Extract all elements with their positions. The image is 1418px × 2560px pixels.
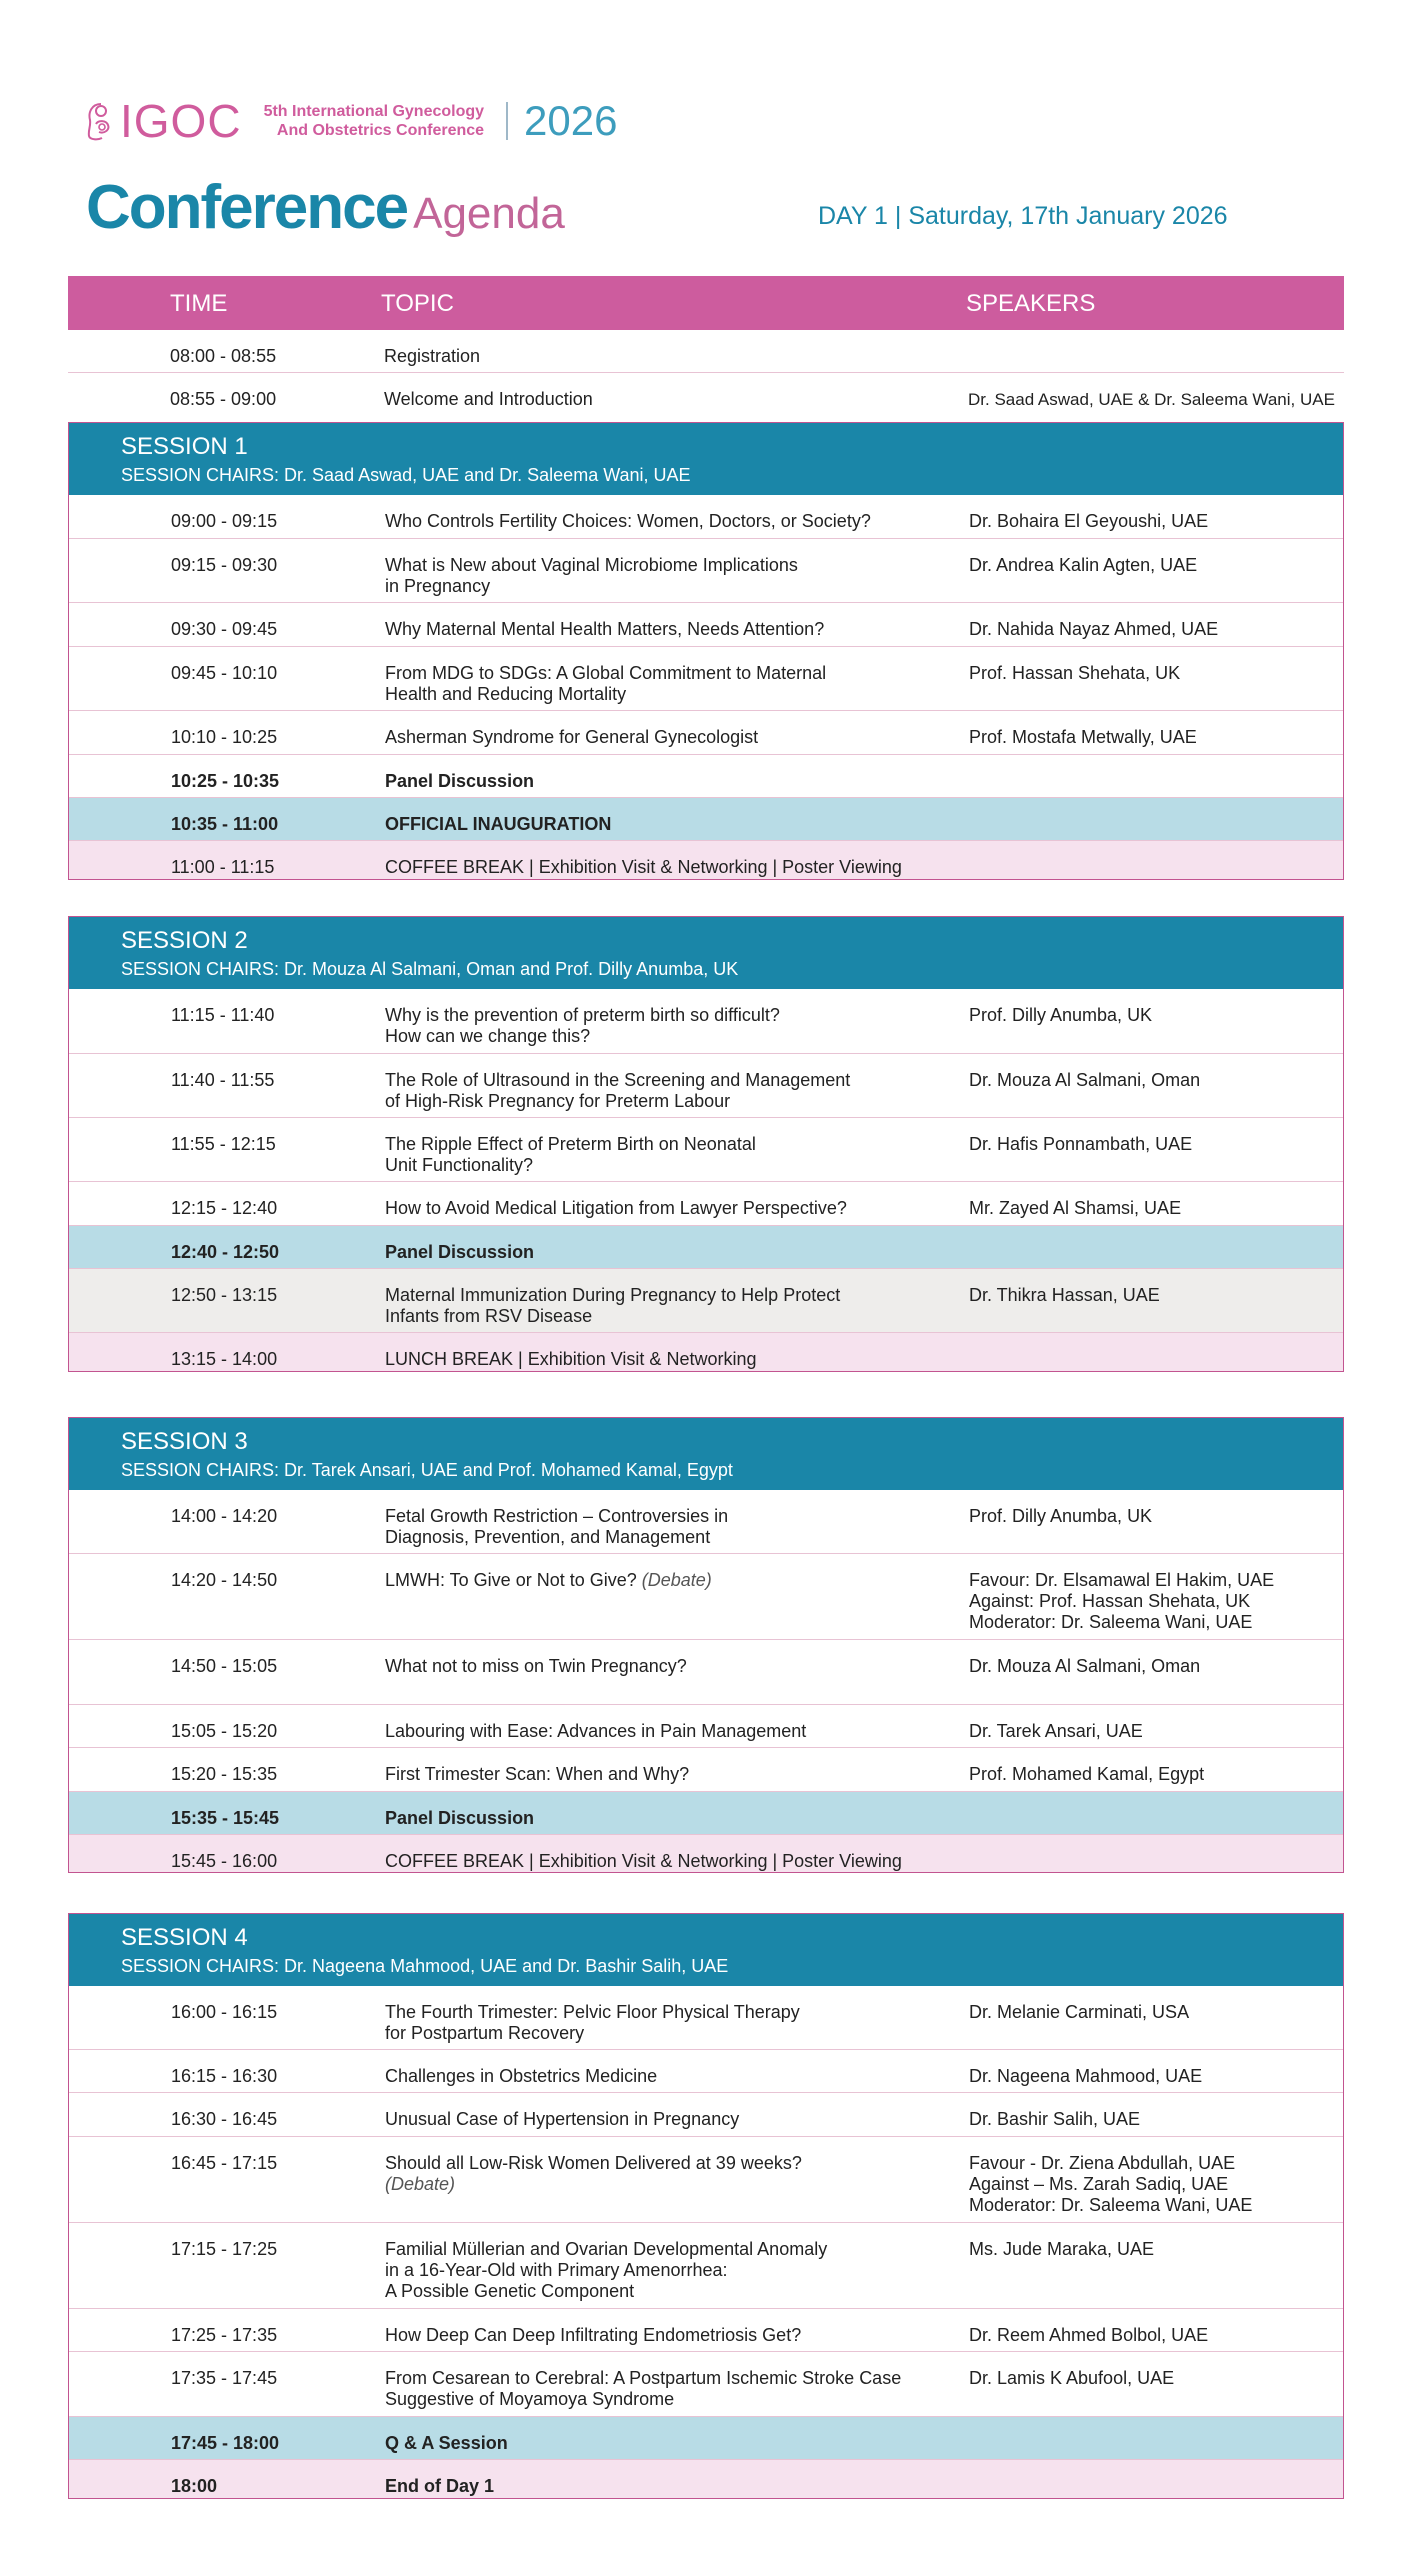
table-row — [69, 495, 1343, 539]
row-topic: Welcome and Introduction — [384, 389, 593, 409]
row-time: 18:00 — [171, 2476, 218, 2496]
row-topic: Panel Discussion — [385, 1242, 535, 1262]
debate-note: (Debate) — [385, 2174, 456, 2194]
row-speakers: Dr. Bashir Salih, UAE — [969, 2109, 1141, 2129]
table-row — [69, 1182, 1343, 1226]
row-speakers: Ms. Jude Maraka, UAE — [969, 2239, 1155, 2259]
row-time: 14:20 - 14:50 — [171, 1570, 278, 1590]
table-row — [69, 2352, 1343, 2417]
row-topic: How Deep Can Deep Infiltrating Endometriosis Get? — [385, 2325, 802, 2345]
row-time: 11:00 - 11:15 — [171, 857, 275, 877]
table-row — [69, 1490, 1343, 1554]
row-topic: Panel Discussion — [385, 1808, 535, 1828]
page-title — [86, 172, 565, 243]
table-row — [69, 1554, 1343, 1640]
table-row — [69, 1705, 1343, 1748]
session-header — [69, 917, 1343, 989]
logo-wordmark: IGOC — [120, 95, 242, 147]
table-row — [69, 539, 1343, 603]
row-speakers: Dr. Bohaira El Geyoushi, UAE — [969, 511, 1209, 531]
row-speakers: Favour: Dr. Elsamawal El Hakim, UAE Against: Prof. Hassan Shehata, UK Moderator: Dr. Saleema Wani, UAE — [969, 1570, 1275, 1632]
row-topic: Panel Discussion — [385, 771, 535, 791]
table-row — [69, 1269, 1343, 1333]
logo-divider — [506, 102, 508, 140]
row-time: 10:35 - 11:00 — [171, 814, 279, 834]
debate-note: (Debate) — [641, 1570, 712, 1590]
row-speakers: Dr. Mouza Al Salmani, Oman — [969, 1656, 1201, 1676]
column-speakers: SPEAKERS — [966, 290, 1096, 317]
row-time: 08:55 - 09:00 — [170, 389, 277, 409]
table-row — [69, 2223, 1343, 2309]
table-row-panel — [69, 1792, 1343, 1835]
table-row-break — [69, 841, 1343, 879]
row-topic: LUNCH BREAK | Exhibition Visit & Networking — [385, 1349, 757, 1369]
row-topic: From MDG to SDGs: A Global Commitment to Maternal Health and Reducing Mortality — [385, 663, 827, 704]
table-row — [69, 1748, 1343, 1792]
row-time: 15:45 - 16:00 — [171, 1851, 278, 1871]
logo-subtitle — [264, 102, 484, 140]
session-header — [69, 1914, 1343, 1986]
row-topic: COFFEE BREAK | Exhibition Visit & Networking | Poster Viewing — [385, 857, 902, 877]
row-topic: From Cesarean to Cerebral: A Postpartum Ischemic Stroke Case Suggestive of Moyamoya Syndrome — [385, 2368, 902, 2409]
row-topic: Maternal Immunization During Pregnancy to Help Protect Infants from RSV Disease — [385, 1285, 841, 1326]
row-time: 12:50 - 13:15 — [171, 1285, 278, 1305]
row-time: 17:15 - 17:25 — [171, 2239, 278, 2259]
row-topic: Registration — [384, 346, 481, 366]
row-topic: Familial Müllerian and Ovarian Developmental Anomaly in a 16-Year-Old with Primary Amenorrhea: A Possible Genetic Component — [385, 2239, 828, 2301]
row-time: 10:10 - 10:25 — [171, 727, 278, 747]
table-row-break — [69, 1333, 1343, 1371]
logo-subtitle-line-1: 5th International Gynecology — [263, 103, 485, 120]
table-row-inauguration — [69, 798, 1343, 841]
column-time: TIME — [170, 290, 228, 317]
table-row — [69, 2050, 1343, 2093]
row-speakers: Dr. Tarek Ansari, UAE — [969, 1721, 1143, 1741]
table-row — [69, 1986, 1343, 2050]
row-topic: Why is the prevention of preterm birth so difficult? How can we change this? — [385, 1005, 780, 1046]
logo-year: 2026 — [524, 97, 618, 144]
row-topic: Labouring with Ease: Advances in Pain Management — [385, 1721, 807, 1741]
row-topic: First Trimester Scan: When and Why? — [385, 1764, 690, 1784]
row-speakers: Dr. Thikra Hassan, UAE — [969, 1285, 1160, 1305]
row-time: 09:45 - 10:10 — [171, 663, 278, 683]
row-speakers: Favour - Dr. Ziena Abdullah, UAE Against – Ms. Zarah Sadiq, UAE Moderator: Dr. Saleema Wani, UAE — [969, 2153, 1253, 2215]
session-title: SESSION 3 — [121, 1428, 248, 1455]
session-chairs: SESSION CHAIRS: Dr. Nageena Mahmood, UAE and Dr. Bashir Salih, UAE — [121, 1956, 729, 1976]
row-speakers: Dr. Mouza Al Salmani, Oman — [969, 1070, 1201, 1090]
row-speakers: Dr. Nageena Mahmood, UAE — [969, 2066, 1203, 2086]
column-topic: TOPIC — [381, 290, 454, 317]
table-row-break — [69, 1835, 1343, 1872]
row-topic: The Ripple Effect of Preterm Birth on Neonatal Unit Functionality? — [385, 1134, 756, 1175]
agenda-column-header — [68, 276, 1344, 330]
day-date-label: DAY 1 | Saturday, 17th January 2026 — [818, 202, 1228, 230]
row-topic: What not to miss on Twin Pregnancy? — [385, 1656, 687, 1676]
logo-subtitle-line-2: And Obstetrics Conference — [276, 122, 485, 139]
row-time: 11:55 - 12:15 — [171, 1134, 276, 1154]
row-speakers: Dr. Hafis Ponnambath, UAE — [969, 1134, 1193, 1154]
session-title: SESSION 1 — [121, 433, 248, 460]
session-2 — [68, 916, 1344, 1372]
session-chairs: SESSION CHAIRS: Dr. Mouza Al Salmani, Oman and Prof. Dilly Anumba, UK — [121, 959, 739, 979]
row-time: 12:15 - 12:40 — [171, 1198, 278, 1218]
table-row — [69, 1640, 1343, 1705]
row-topic: The Fourth Trimester: Pelvic Floor Physical Therapy for Postpartum Recovery — [385, 2002, 800, 2043]
title-agenda: Agenda — [413, 189, 565, 238]
session-chairs: SESSION CHAIRS: Dr. Tarek Ansari, UAE and Prof. Mohamed Kamal, Egypt — [121, 1460, 733, 1480]
row-topic: Who Controls Fertility Choices: Women, Doctors, or Society? — [385, 511, 871, 531]
row-time: 15:35 - 15:45 — [171, 1808, 280, 1828]
table-row — [69, 711, 1343, 755]
table-row — [69, 1054, 1343, 1118]
row-topic: Q & A Session — [385, 2433, 508, 2453]
row-topic: Fetal Growth Restriction – Controversies in Diagnosis, Prevention, and Management — [385, 1506, 729, 1547]
igoc-logo — [84, 96, 617, 146]
table-row — [69, 1118, 1343, 1182]
row-speakers: Dr. Andrea Kalin Agten, UAE — [969, 555, 1198, 575]
row-speakers: Dr. Nahida Nayaz Ahmed, UAE — [969, 619, 1219, 639]
row-time: 14:50 - 15:05 — [171, 1656, 278, 1676]
row-topic: How to Avoid Medical Litigation from Lawyer Perspective? — [385, 1198, 847, 1218]
title-conference: Conference — [86, 173, 408, 242]
row-topic: Asherman Syndrome for General Gynecologist — [385, 727, 759, 747]
row-topic: Unusual Case of Hypertension in Pregnancy — [385, 2109, 740, 2129]
session-title: SESSION 4 — [121, 1924, 248, 1951]
row-time: 11:15 - 11:40 — [171, 1005, 275, 1025]
row-time: 09:30 - 09:45 — [171, 619, 278, 639]
session-title: SESSION 2 — [121, 927, 248, 954]
session-3 — [68, 1417, 1344, 1873]
row-time: 08:00 - 08:55 — [170, 346, 277, 366]
row-time: 14:00 - 14:20 — [171, 1506, 278, 1526]
row-speakers: Prof. Hassan Shehata, UK — [969, 663, 1181, 683]
pre-session-rows — [68, 330, 1344, 415]
row-topic — [385, 2153, 945, 2195]
row-speakers: Dr. Reem Ahmed Bolbol, UAE — [969, 2325, 1209, 2345]
row-time: 17:25 - 17:35 — [171, 2325, 278, 2345]
page-header — [0, 0, 1418, 270]
row-time: 09:00 - 09:15 — [171, 511, 278, 531]
row-topic: OFFICIAL INAUGURATION — [385, 814, 612, 834]
row-topic: Challenges in Obstetrics Medicine — [385, 2066, 658, 2086]
table-row-qa — [69, 2417, 1343, 2460]
row-time: 17:45 - 18:00 — [171, 2433, 280, 2453]
row-speakers: Dr. Melanie Carminati, USA — [969, 2002, 1190, 2022]
row-speakers: Mr. Zayed Al Shamsi, UAE — [969, 1198, 1182, 1218]
table-row-end — [69, 2460, 1343, 2498]
row-time: 12:40 - 12:50 — [171, 1242, 280, 1262]
row-topic-text: LMWH: To Give or Not to Give? — [385, 1570, 637, 1590]
row-speakers: Prof. Dilly Anumba, UK — [969, 1005, 1153, 1025]
row-time: 16:15 - 16:30 — [171, 2066, 278, 2086]
row-topic: What is New about Vaginal Microbiome Implications in Pregnancy — [385, 555, 798, 596]
row-topic-text: Should all Low-Risk Women Delivered at 39 weeks? — [385, 2153, 802, 2173]
row-topic: End of Day 1 — [385, 2476, 495, 2496]
row-topic: The Role of Ultrasound in the Screening and Management of High-Risk Pregnancy for Preterm Labour — [385, 1070, 851, 1111]
table-row-panel — [69, 1226, 1343, 1269]
table-row — [69, 2093, 1343, 2137]
table-row-panel — [69, 755, 1343, 798]
row-time: 17:35 - 17:45 — [171, 2368, 278, 2388]
table-row — [69, 2309, 1343, 2352]
table-row — [69, 603, 1343, 647]
row-topic — [385, 1570, 945, 1591]
row-speakers: Dr. Lamis K Abufool, UAE — [969, 2368, 1175, 2388]
row-time: 16:30 - 16:45 — [171, 2109, 278, 2129]
row-time: 11:40 - 11:55 — [171, 1070, 275, 1090]
row-speakers: Prof. Mohamed Kamal, Egypt — [969, 1764, 1205, 1784]
session-4 — [68, 1913, 1344, 2499]
session-chairs: SESSION CHAIRS: Dr. Saad Aswad, UAE and Dr. Saleema Wani, UAE — [121, 465, 691, 485]
row-time: 10:25 - 10:35 — [171, 771, 280, 791]
row-time: 16:45 - 17:15 — [171, 2153, 278, 2173]
session-header — [69, 423, 1343, 495]
row-topic: Why Maternal Mental Health Matters, Needs Attention? — [385, 619, 825, 639]
row-speakers: Prof. Dilly Anumba, UK — [969, 1506, 1153, 1526]
row-speakers: Prof. Mostafa Metwally, UAE — [969, 727, 1197, 747]
session-header — [69, 1418, 1343, 1490]
row-topic: COFFEE BREAK | Exhibition Visit & Networking | Poster Viewing — [385, 1851, 902, 1871]
table-row — [69, 2137, 1343, 2223]
row-time: 15:05 - 15:20 — [171, 1721, 278, 1741]
table-row — [68, 330, 1344, 373]
row-time: 13:15 - 14:00 — [171, 1349, 278, 1369]
row-speakers: Dr. Saad Aswad, UAE & Dr. Saleema Wani, UAE — [968, 390, 1335, 409]
table-row — [69, 989, 1343, 1054]
session-1 — [68, 422, 1344, 880]
table-row — [68, 373, 1344, 415]
row-time: 16:00 - 16:15 — [171, 2002, 278, 2022]
row-time: 09:15 - 09:30 — [171, 555, 278, 575]
table-row — [69, 647, 1343, 711]
mother-child-icon — [84, 100, 114, 142]
row-time: 15:20 - 15:35 — [171, 1764, 278, 1784]
